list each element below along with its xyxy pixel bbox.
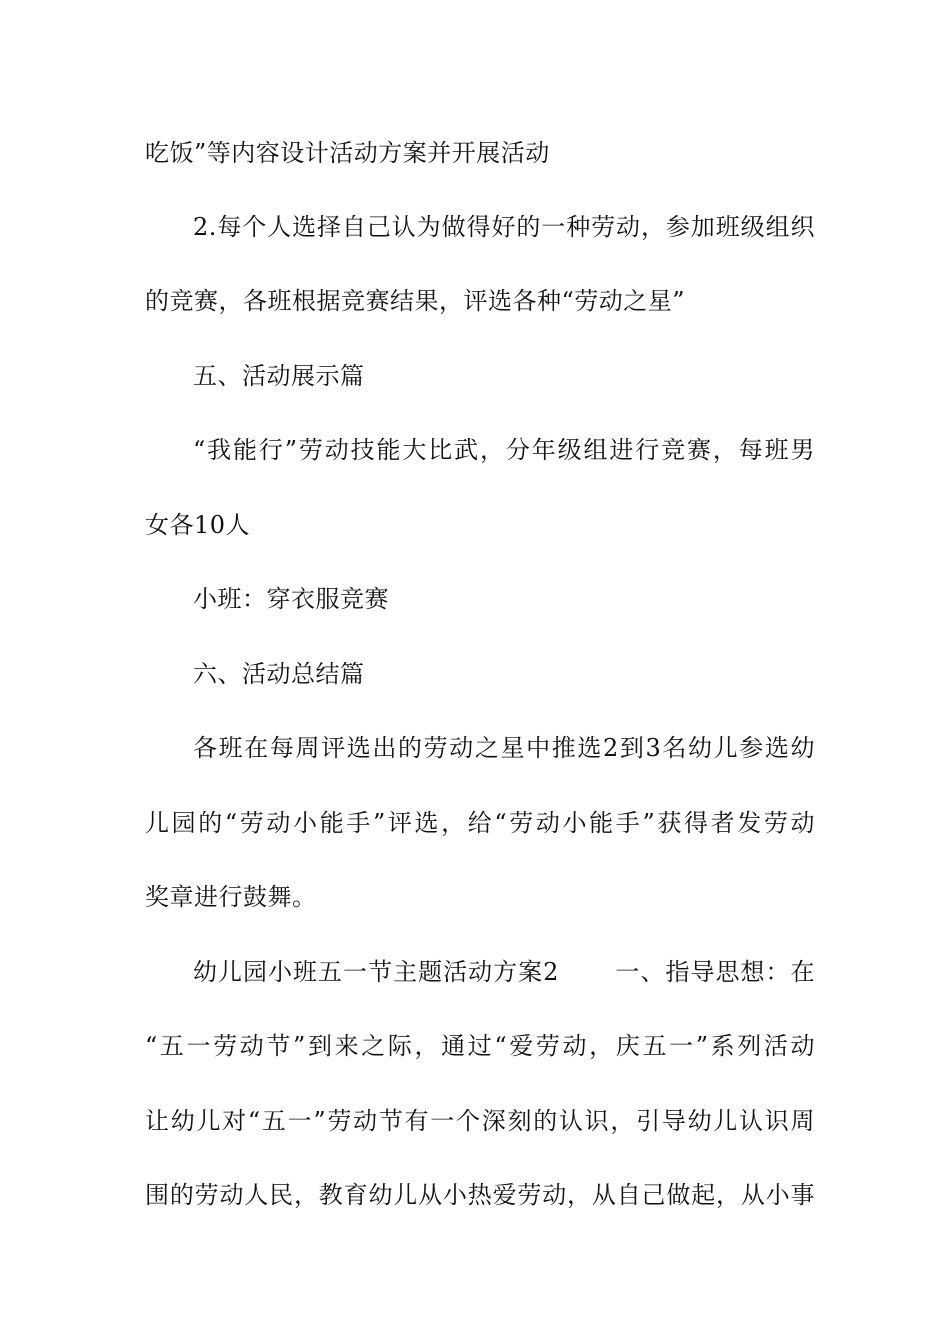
- text-segment: 一、指导思想：在: [614, 958, 816, 986]
- text-line: 2.每个人选择自己认为做得好的一种劳动，参加班级组织: [193, 213, 815, 241]
- document-title: 幼儿园小班五一节主题活动方案2: [193, 958, 559, 986]
- section-heading: 五、活动展示篇: [193, 362, 365, 390]
- text-line: 各班在每周评选出的劳动之星中推选2到3名幼儿参选幼: [193, 734, 815, 762]
- text-line: 吃饭”等内容设计活动方案并开展活动: [145, 139, 550, 167]
- text-line: 围的劳动人民，教育幼儿从小热爱劳动，从自己做起，从小事: [145, 1181, 815, 1209]
- text-line: [193, 957, 815, 987]
- text-line: 女各10人: [145, 511, 251, 539]
- text-line: 小班：穿衣服竞赛: [193, 585, 389, 613]
- section-heading: 六、活动总结篇: [193, 660, 365, 688]
- text-line: 的竞赛，各班根据竞赛结果，评选各种“劳动之星”: [145, 287, 686, 315]
- text-line: 儿园的“劳动小能手”评选，给“劳动小能手”获得者发劳动: [145, 809, 815, 837]
- text-line: 让幼儿对“五一”劳动节有一个深刻的认识，引导幼儿认识周: [145, 1107, 815, 1135]
- text-line: “我能行”劳动技能大比武，分年级组进行竞赛，每班男: [193, 436, 815, 464]
- text-line: 奖章进行鼓舞。: [145, 883, 317, 911]
- text-line: “五一劳动节”到来之际，通过“爱劳动，庆五一”系列活动: [145, 1032, 815, 1060]
